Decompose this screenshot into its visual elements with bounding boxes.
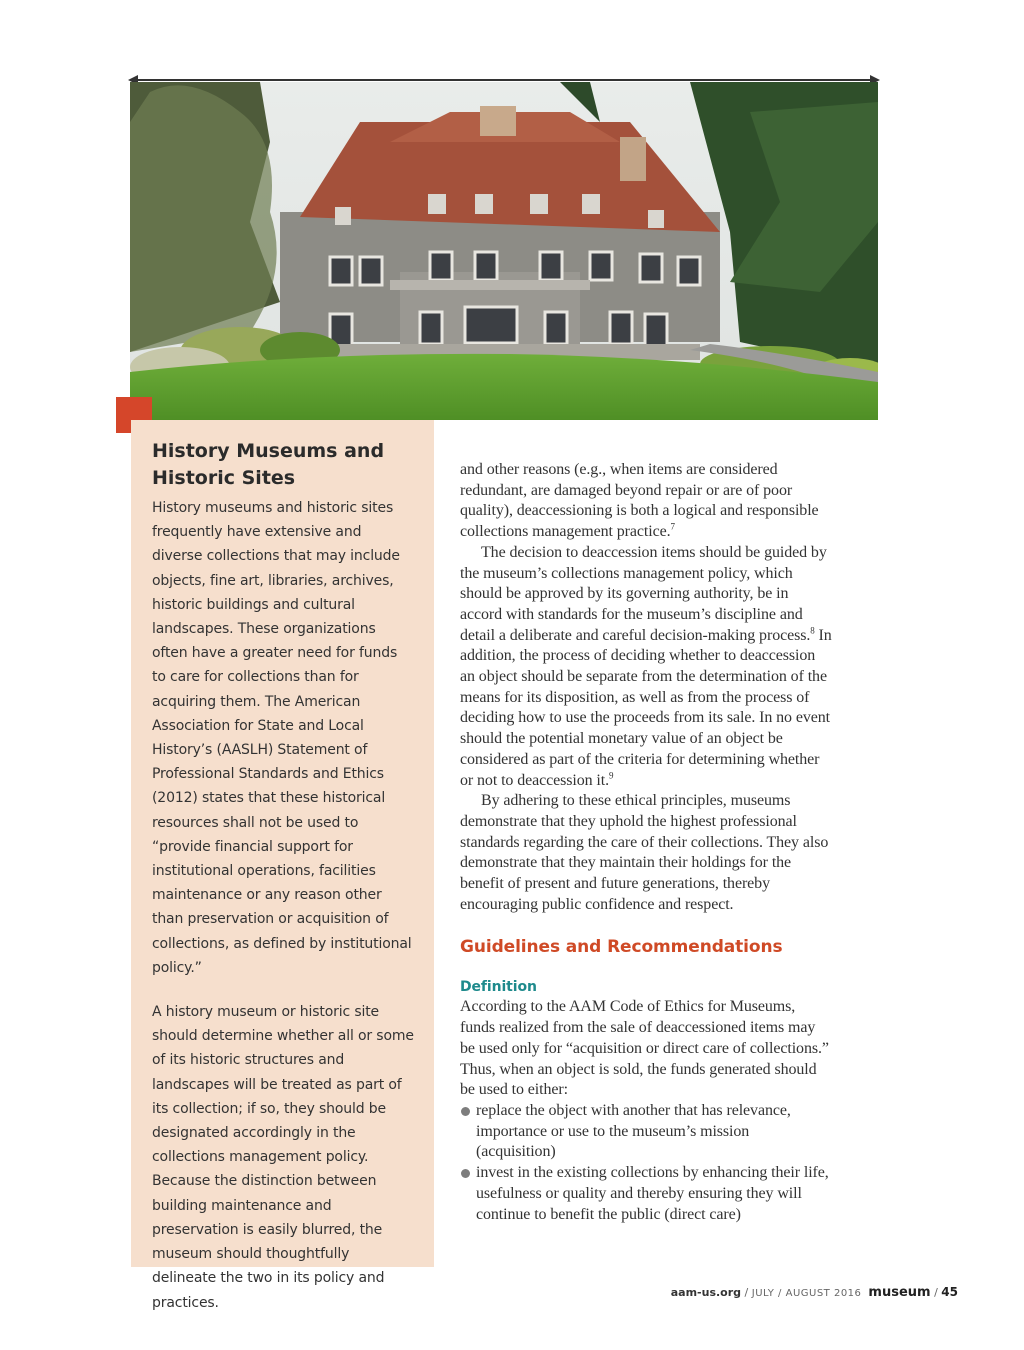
footer-separator: / — [744, 1286, 749, 1299]
bullet-text-2: invest in the existing collections by enhancing their life, usefulness or quality and thereby ensuring they will continue to benefit the public (direct care) — [476, 1164, 829, 1223]
article-paragraph-2-text-a: The decision to deaccession items should be guided by the museum’s collections management policy, which should be approved by its governing authority, be in accord with standards for the museum’s discipline and detail a deliberate and careful decision-making process. — [460, 543, 827, 644]
page-footer — [671, 1285, 958, 1300]
sidebar-title-line-1: History Museums and — [152, 440, 385, 462]
article-paragraph-1 — [460, 460, 832, 543]
sidebar-paragraph-2: A history museum or historic site should determine whether all or some of its historic structures and landscapes will be treated as part of its collection; if so, they should be designated accordingly in the collections management policy. Because the distinction between building maintenance and preservation is easily blurred, the museum should thoughtfully delineate the two in its policy and practices. — [152, 1004, 414, 1311]
footer-site: aam-us.org — [670, 1286, 742, 1299]
article-paragraph-3: By adhering to these ethical principles, museums demonstrate that they uphold the highest professional standards regarding the care of their collections. They also demonstrate that they maintain their holdings for the benefit of present and future generations, thereby encouraging public confidence and respect. — [460, 792, 829, 913]
main-article-column — [460, 460, 832, 1225]
sidebar-title — [152, 438, 414, 492]
footer-magazine-name: museum — [868, 1285, 931, 1300]
section-heading: Guidelines and Recommendations — [460, 937, 783, 958]
sidebar-paragraph-1: History museums and historic sites frequently have extensive and diverse collections that may include objects, fine art, libraries, archives, historic buildings and cultural landscapes. These organizations often have a greater need for funds to care for collections than for acquiring them. The American Association for State and Local History’s (AASLH) Statement of Professional Standards and Ethics (2012) states that these historical resources shall not be used to “provide financial support for institutional operations, facilities maintenance or any reason other than preservation or acquisition of collections, as defined by institutional policy.” — [152, 500, 412, 976]
bullet-item — [460, 1163, 832, 1225]
footnote-ref-9: 9 — [609, 770, 614, 781]
article-paragraph-1-text: and other reasons (e.g., when items are considered redundant, are damaged beyond repair or are of poor quality), deaccessioning is both a logical and responsible collections management practice. — [460, 461, 819, 541]
bullet-list — [460, 1101, 832, 1225]
article-paragraph-4: According to the AAM Code of Ethics for Museums, funds realized from the sale of deaccessioned items may be used only for “acquisition or direct care of collections.” Thus, when an object is sold, the funds generated should be used to either: — [460, 998, 829, 1099]
historic-mansion-photo — [130, 82, 878, 420]
history-museums-sidebar — [131, 420, 434, 1311]
article-paragraph-2 — [460, 543, 832, 791]
sidebar-title-line-2: Historic Sites — [152, 467, 296, 489]
bullet-item — [460, 1101, 832, 1163]
top-rule-with-arrows — [130, 79, 878, 81]
bullet-dot-icon — [461, 1169, 470, 1178]
footer-page-number: 45 — [941, 1285, 958, 1299]
subheading-definition: Definition — [460, 979, 537, 996]
bullet-dot-icon — [461, 1107, 470, 1116]
bullet-text-1: replace the object with another that has relevance, importance or use to the museum’s mission (acquisition) — [476, 1101, 791, 1161]
footer-page-separator: / — [934, 1286, 938, 1299]
footnote-ref-8: 8 — [810, 625, 815, 636]
article-paragraph-2-text-b: In addition, the process of deciding whether to deaccession an object should be separate from the determination of the means for its disposition, as well as from the process of deciding how to use the proceeds from its sale. In no event should the potential monetary value of an object be considered as part of the criteria for determining whether or not to deaccession it. — [460, 626, 832, 789]
footer-date: JULY / AUGUST 2016 — [751, 1288, 862, 1299]
footnote-ref-7: 7 — [670, 521, 675, 532]
